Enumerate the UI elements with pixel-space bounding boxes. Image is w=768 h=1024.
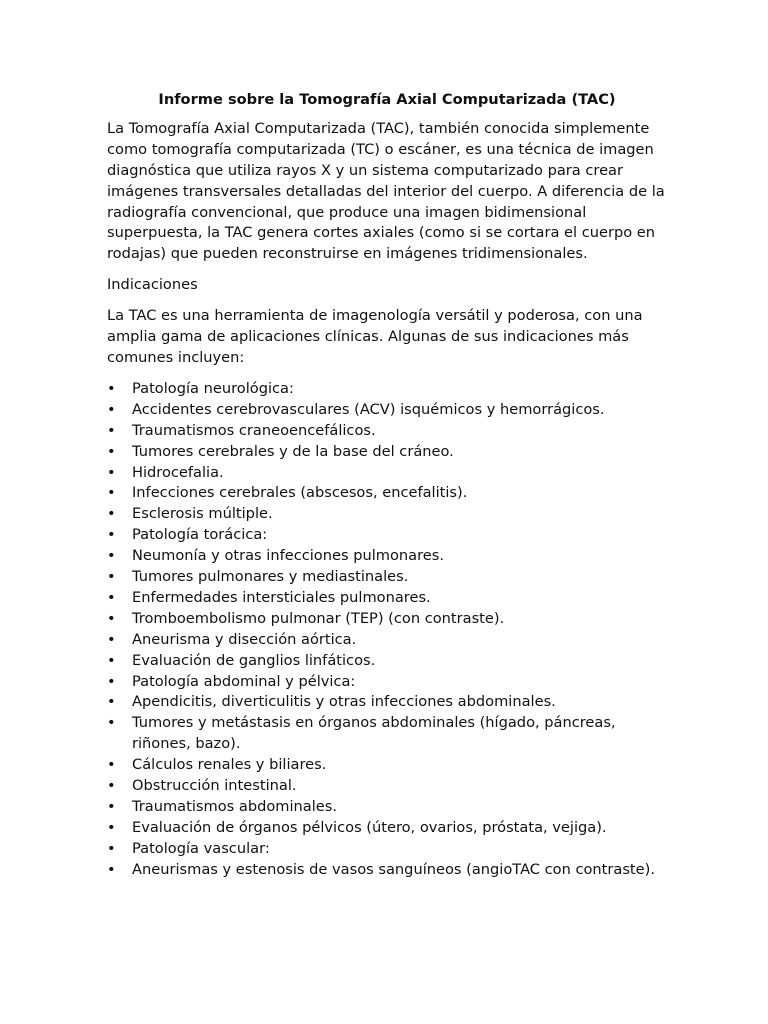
list-item-text: Evaluación de órganos pélvicos (útero, ovarios, próstata, vejiga).	[132, 818, 607, 836]
bullet-icon: •	[107, 526, 116, 544]
list-item-text: Traumatismos craneoencefálicos.	[132, 421, 376, 439]
list-item-text: Patología abdominal y pélvica:	[132, 672, 356, 690]
list-item	[107, 567, 667, 588]
list-item-text: Patología neurológica:	[132, 379, 294, 397]
list-item	[107, 483, 667, 504]
bullet-icon: •	[107, 756, 116, 774]
bullet-icon: •	[107, 484, 116, 502]
bullet-icon: •	[107, 818, 116, 836]
list-item-text: Tumores y metástasis en órganos abdominales (hígado, páncreas, riñones, bazo).	[132, 714, 616, 753]
bullet-icon: •	[107, 379, 116, 397]
bullet-icon: •	[107, 714, 116, 732]
bullet-icon: •	[107, 609, 116, 627]
bullet-icon: •	[107, 421, 116, 439]
list-item-text: Aneurismas y estenosis de vasos sanguíneos (angioTAC con contraste).	[132, 860, 655, 878]
list-item	[107, 776, 667, 797]
bullet-icon: •	[107, 777, 116, 795]
bullet-icon: •	[107, 630, 116, 648]
intro-paragraph: La Tomografía Axial Computarizada (TAC), también conocida simplemente como tomografía computarizada (TC) o escáner, es una técnica de imagen diagnóstica que utiliza rayos X y un sistema computarizado para crear imágenes transversales detalladas del interior del cuerpo. A diferencia de la radiografía convencional, que produce una imagen bidimensional superpuesta, la TAC genera cortes axiales (como si se cortara el cuerpo en rodajas) que pueden reconstruirse en imágenes tridimensionales.	[107, 119, 665, 263]
list-item	[107, 546, 667, 567]
list-item	[107, 379, 667, 400]
list-item-text: Accidentes cerebrovasculares (ACV) isquémicos y hemorrágicos.	[132, 400, 605, 418]
document-page	[107, 90, 667, 881]
list-item	[107, 400, 667, 421]
list-item	[107, 630, 667, 651]
indications-list	[107, 379, 667, 881]
bullet-icon: •	[107, 798, 116, 815]
list-item	[107, 839, 667, 860]
list-item-text: Apendicitis, diverticulitis y otras infecciones abdominales.	[132, 693, 556, 711]
list-item-text: Tromboembolismo pulmonar (TEP) (con contraste).	[132, 609, 505, 627]
bullet-icon: •	[107, 672, 116, 690]
bullet-icon: •	[107, 568, 116, 586]
bullet-icon: •	[107, 442, 116, 460]
list-item	[107, 860, 667, 881]
list-item-text: Patología torácica:	[132, 526, 268, 544]
bullet-icon: •	[107, 860, 116, 878]
list-item	[107, 442, 667, 463]
list-item	[107, 525, 667, 546]
list-item	[107, 672, 667, 693]
list-item-text: Tumores cerebrales y de la base del cráneo.	[132, 442, 454, 460]
list-item	[107, 692, 667, 713]
document-title: Informe sobre la Tomografía Axial Computarizada (TAC)	[158, 91, 616, 108]
bullet-icon: •	[107, 651, 116, 669]
bullet-icon: •	[107, 588, 116, 606]
list-item	[107, 651, 667, 672]
bullet-icon: •	[107, 839, 116, 857]
list-item-text: Traumatismos abdominales.	[132, 798, 338, 815]
list-item-text: Esclerosis múltiple.	[132, 505, 273, 523]
section-heading: Indicaciones	[107, 276, 198, 294]
list-item-text: Obstrucción intestinal.	[132, 777, 297, 795]
list-item	[107, 504, 667, 525]
list-item	[107, 818, 667, 839]
list-item	[107, 755, 667, 776]
list-item	[107, 713, 667, 755]
bullet-icon: •	[107, 547, 116, 565]
list-item-text: Patología vascular:	[132, 839, 270, 857]
list-item-text: Cálculos renales y biliares.	[132, 756, 327, 774]
list-item	[107, 609, 667, 630]
list-item	[107, 421, 667, 442]
bullet-icon: •	[107, 693, 116, 711]
list-item	[107, 463, 667, 484]
list-item-text: Enfermedades intersticiales pulmonares.	[132, 588, 431, 606]
list-item-text: Hidrocefalia.	[132, 463, 224, 481]
bullet-icon: •	[107, 463, 116, 481]
list-item	[107, 588, 667, 609]
bullet-icon: •	[107, 505, 116, 523]
section-intro-paragraph: La TAC es una herramienta de imagenología versátil y poderosa, con una amplia gama de aplicaciones clínicas. Algunas de sus indicaciones más comunes incluyen:	[107, 307, 643, 366]
list-item-text: Neumonía y otras infecciones pulmonares.	[132, 547, 445, 565]
list-item-text: Tumores pulmonares y mediastinales.	[132, 568, 409, 586]
list-item-text: Evaluación de ganglios linfáticos.	[132, 651, 376, 669]
bullet-icon: •	[107, 400, 116, 418]
list-item	[107, 797, 667, 818]
list-item-text: Aneurisma y disección aórtica.	[132, 630, 357, 648]
list-item-text: Infecciones cerebrales (abscesos, encefalitis).	[132, 484, 468, 502]
